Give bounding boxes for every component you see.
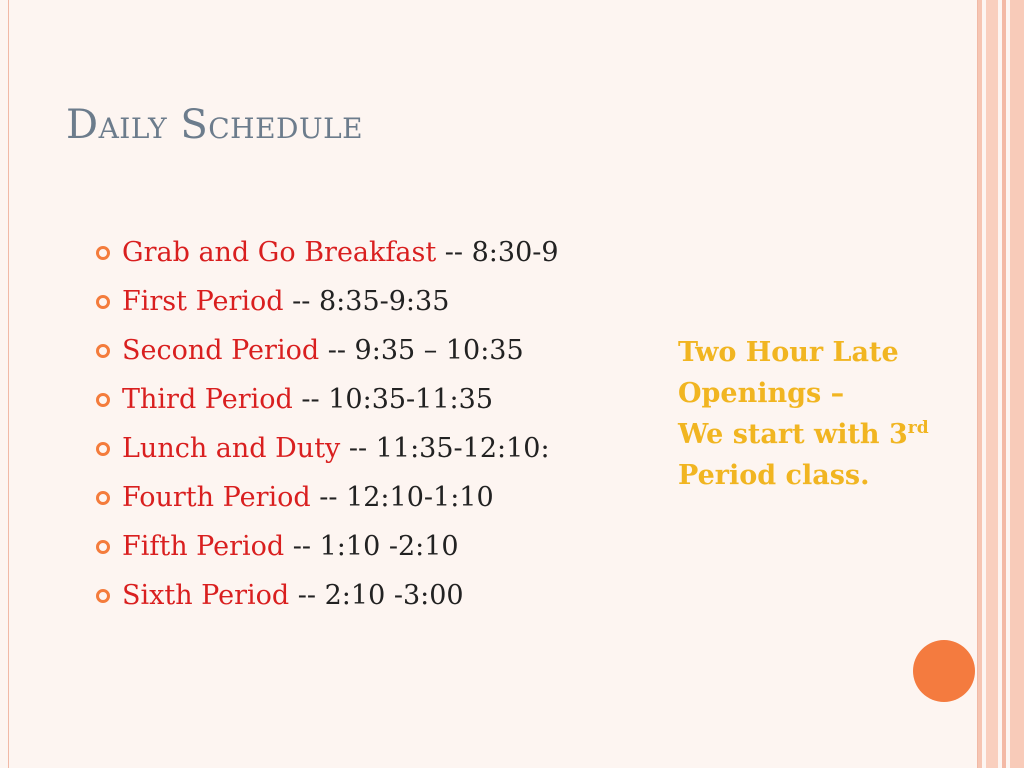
- period-time: -- 12:10-1:10: [319, 482, 494, 513]
- list-item: [90, 477, 630, 518]
- decorative-circle: [913, 640, 975, 702]
- note-line: Two Hour Late: [678, 337, 899, 368]
- note-line: [678, 414, 978, 455]
- bullet-circle-icon: [96, 295, 110, 309]
- note-line-text: We start with 3: [678, 419, 908, 450]
- list-item: [90, 232, 630, 273]
- late-opening-note: [678, 332, 978, 496]
- period-label: Grab and Go Breakfast: [122, 237, 437, 268]
- slide-title: Daily Schedule: [66, 102, 364, 148]
- list-item: [90, 575, 630, 616]
- ordinal-suffix: rd: [907, 418, 929, 438]
- period-label: Third Period: [122, 384, 293, 415]
- period-label: First Period: [122, 286, 284, 317]
- period-label: Lunch and Duty: [122, 433, 341, 464]
- list-item: [90, 330, 630, 371]
- list-item: [90, 379, 630, 420]
- list-item: [90, 281, 630, 322]
- decorative-stripes: [978, 0, 1024, 768]
- period-time: -- 8:30-9: [444, 237, 559, 268]
- period-label: Sixth Period: [122, 580, 290, 611]
- schedule-list: [90, 232, 630, 624]
- bullet-circle-icon: [96, 246, 110, 260]
- bullet-circle-icon: [96, 589, 110, 603]
- period-time: -- 2:10 -3:00: [297, 580, 464, 611]
- note-line: Period class.: [678, 460, 870, 491]
- period-label: Fifth Period: [122, 531, 285, 562]
- list-item: [90, 428, 630, 469]
- bullet-circle-icon: [96, 393, 110, 407]
- bullet-circle-icon: [96, 540, 110, 554]
- period-label: Fourth Period: [122, 482, 311, 513]
- list-item: [90, 526, 630, 567]
- bullet-circle-icon: [96, 344, 110, 358]
- period-time: -- 9:35 – 10:35: [327, 335, 524, 366]
- bullet-circle-icon: [96, 491, 110, 505]
- note-line: Openings –: [678, 378, 845, 409]
- period-time: -- 8:35-9:35: [292, 286, 450, 317]
- period-time: -- 1:10 -2:10: [292, 531, 459, 562]
- period-time: -- 10:35-11:35: [301, 384, 493, 415]
- bullet-circle-icon: [96, 442, 110, 456]
- period-label: Second Period: [122, 335, 320, 366]
- period-time: -- 11:35-12:10:: [348, 433, 550, 464]
